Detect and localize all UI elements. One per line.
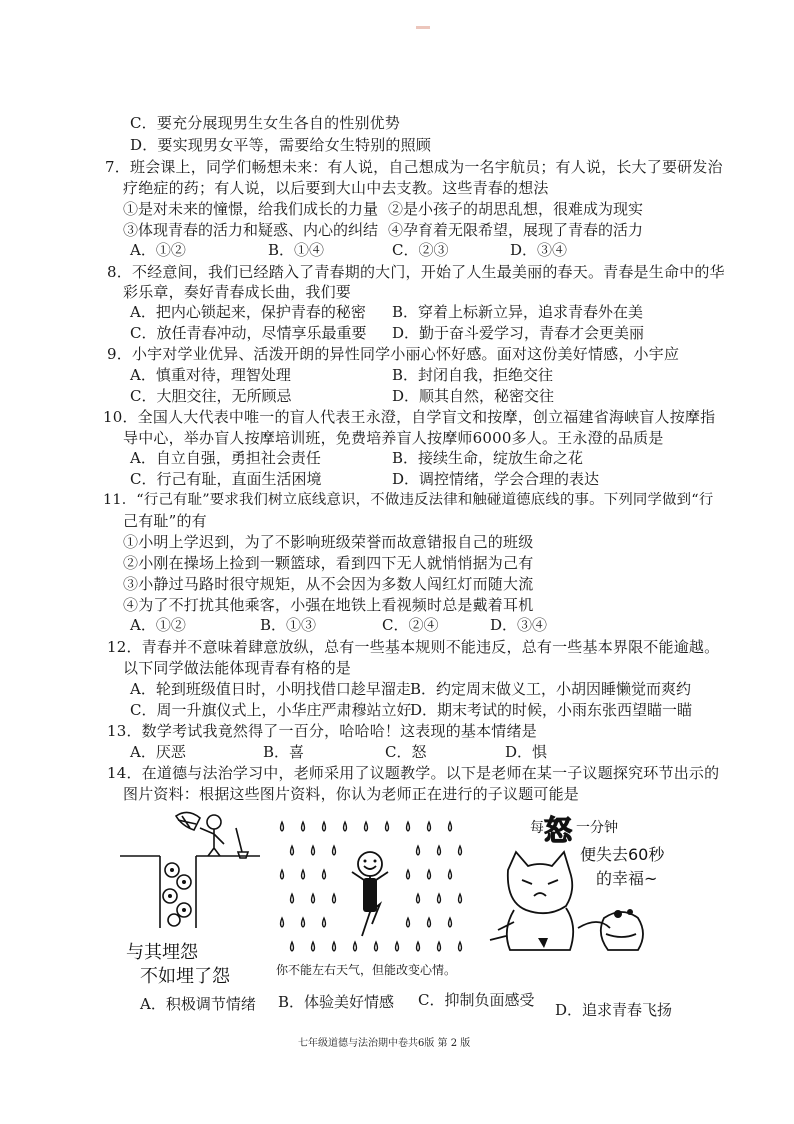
raindrop [386,822,389,831]
q14-option-a: A．积极调节情绪 [140,995,256,1013]
raindrop [438,846,441,855]
picture-1-caption-line2: 不如埋了怨 [140,966,230,986]
picture-bury-complaints [112,808,268,986]
raindrop [323,918,326,927]
q7-option-c: C．②③ [392,241,449,259]
q12-option-d: D．期末考试的时候，小雨东张西望瞄一瞄 [410,701,693,719]
picture-3-text-mei: 每 [530,820,544,836]
q11-statement-4: ④为了不打扰其他乘客，小强在地铁上看视频时总是戴着耳机 [123,596,534,614]
raindrop [333,894,336,903]
raindrop [449,822,452,831]
q12-option-a: A．轮到班级值日时，小明找借口趁早溜走 [130,680,411,698]
q7-statement-3: ③体现青春的活力和疑惑、内心的纠结 [123,221,379,239]
picture-3-text-lose: 便失去60秒 [580,845,665,864]
picture-1-caption-line1: 与其埋怨 [126,942,198,963]
q11-stem-line1: 11．“行己有耻”要求我们树立底线意识，不做违反法律和触碰道德底线的事。下列同学做到“行 [103,492,714,508]
raindrop [312,846,315,855]
q10-option-d: D．调控情绪，学会合理的表达 [392,470,600,488]
q8-option-c: C．放任青春冲动，尽情享乐最重要 [130,324,367,342]
q8-stem-line1: 8．不经意间，我们已经踏入了青春期的大门，开始了人生最美丽的春天。青春是生命中的华 [107,263,725,281]
q14-picture-strip [0,808,794,1018]
q8-option-b: B．穿着上标新立异，追求青春外在美 [392,303,644,321]
q14-option-d: D．追求青春飞扬 [555,1001,673,1019]
q12-stem-line2: 以下同学做法能体现青春有格的是 [123,659,352,677]
raindrop [333,942,336,951]
q11-stem-line2: 己有耻”的有 [123,512,207,530]
raindrop [302,870,305,879]
q9-option-d: D．顺其自然，秘密交往 [392,387,555,405]
raindrop [291,942,294,951]
raindrop [312,942,315,951]
q7-statement-1: ①是对未来的憧憬，给我们成长的力量 [123,200,379,218]
q13-option-b: B．喜 [263,743,305,761]
picture-rain-mood [272,812,468,982]
q11-option-d: D．③④ [490,616,548,634]
raindrop [407,822,410,831]
q9-option-c: C．大胆交往，无所顾忌 [130,387,292,405]
raindrop [459,942,462,951]
q13-stem-line1: 13．数学考试我竟然得了一百分，哈哈哈！这表现的基本情绪是 [107,722,537,740]
q11-option-b: B．①③ [260,616,317,634]
q9-option-b: B．封闭自我，拒绝交往 [392,366,554,384]
q10-option-c: C．行己有耻，直面生活困境 [130,470,322,488]
q11-option-a: A．①② [130,616,186,634]
angry-cat [490,852,643,950]
q13-option-a: A．厌恶 [130,743,186,761]
raindrop [281,918,284,927]
raindrop [344,822,347,831]
q7-stem-line2: 疗绝症的药；有人说，以后要到大山中去支教。这些青春的想法 [123,179,549,197]
raindrop [396,942,399,951]
q11-statement-2: ②小刚在操场上捡到一颗篮球，看到四下无人就悄悄据为己有 [123,554,534,572]
q6-option-c: C．要充分展现男生女生各自的性别优势 [130,114,401,132]
q14-stem-line2: 图片资料：根据这些图片资料，你认为老师正在进行的子议题可能是 [123,785,580,803]
picture-2-caption: 你不能左右天气，但能改变心情。 [276,963,457,977]
raindrop [302,918,305,927]
q10-option-a: A．自立自强，勇担社会责任 [130,449,321,467]
raindrop [281,870,284,879]
q9-option-a: A．慎重对待，理智处理 [130,366,291,384]
raindrop [354,942,357,951]
q7-statement-2: ②是小孩子的胡思乱想，很难成为现实 [388,200,644,218]
raindrop [302,822,305,831]
q9-stem-line1: 9．小宇对学业优异、活泼开朗的异性同学小丽心怀好感。面对这份美好情感，小宇应 [107,345,680,363]
raindrop [438,942,441,951]
raindrop [291,846,294,855]
picture-angry-minute [478,810,688,976]
q7-statement-4: ④孕育着无限希望，展现了青春的活力 [388,221,644,239]
raindrop [428,918,431,927]
raindrop [323,870,326,879]
q7-option-b: B．①④ [268,241,325,259]
q10-stem-line1: 10．全国人大代表中唯一的盲人代表王永澄，自学盲文和按摩，创立福建省海峡盲人按摩指 [103,408,716,426]
q7-stem-line1: 7．班会课上，同学们畅想未来：有人说，自己想成为一名宇航员；有人说，长大了要研发治 [105,158,723,176]
q11-statement-3: ③小静过马路时很守规矩，从不会因为多数人闯红灯而随大流 [123,575,534,593]
q6-option-d: D．要实现男女平等，需要给女生特别的照顾 [130,136,432,154]
q7-option-a: A．①② [130,241,186,259]
q8-stem-line2: 彩乐章，奏好青春成长曲，我们要 [123,283,352,301]
q12-option-b: B．约定周末做义工，小胡因睡懒觉而爽约 [410,680,692,698]
q7-option-d: D．③④ [510,241,568,259]
q14-stem-line1: 14．在道德与法治学习中，老师采用了议题教学。以下是老师在某一子议题探究环节出示的 [107,764,720,782]
q13-option-d: D．惧 [505,743,548,761]
q11-statement-1: ①小明上学迟到，为了不影响班级荣誉而故意错报自己的班级 [123,533,534,551]
raindrop [333,846,336,855]
q12-stem-line1: 12．青春并不意味着肆意放纵，总有一些基本规则不能违反，总有一些基本界限不能逾越。 [107,638,720,656]
raindrop [407,918,410,927]
q11-option-c: C．②④ [382,616,439,634]
page-mark [416,26,430,29]
raindrop [438,894,441,903]
raindrop [417,894,420,903]
q14-option-c: C．抑制负面感受 [418,991,535,1009]
page-footer: 七年级道德与法治期中卷共6版 第 2 版 [298,1038,471,1049]
q10-stem-line2: 导中心，举办盲人按摩培训班，免费培养盲人按摩师6000多人。王永澄的品质是 [123,429,664,447]
raindrop [449,870,452,879]
raindrop [323,822,326,831]
raindrop [417,846,420,855]
raindrop [428,870,431,879]
raindrop [407,870,410,879]
q10-option-b: B．接续生命，绽放生命之花 [392,449,584,467]
q13-option-c: C．怒 [385,743,427,761]
raindrop [428,822,431,831]
raindrop [281,822,284,831]
q14-option-b: B．体验美好情感 [278,993,395,1011]
raindrop [459,846,462,855]
raindrop [312,894,315,903]
raindrop [375,942,378,951]
raindrop [291,894,294,903]
picture-3-text-minute: 一分钟 [576,820,618,836]
picture-3-text-happiness: 的幸福~ [596,869,658,888]
raindrop [417,942,420,951]
picture-3-text-nu: 怒 [544,814,573,847]
raindrop [449,918,452,927]
q8-option-d: D．勤于奋斗爱学习，青春才会更美丽 [392,324,645,342]
raindrop [365,822,368,831]
raindrop [459,894,462,903]
q8-option-a: A．把内心锁起来，保护青春的秘密 [130,303,366,321]
q12-option-c: C．周一升旗仪式上，小华庄严肃穆站立好 [130,701,412,719]
